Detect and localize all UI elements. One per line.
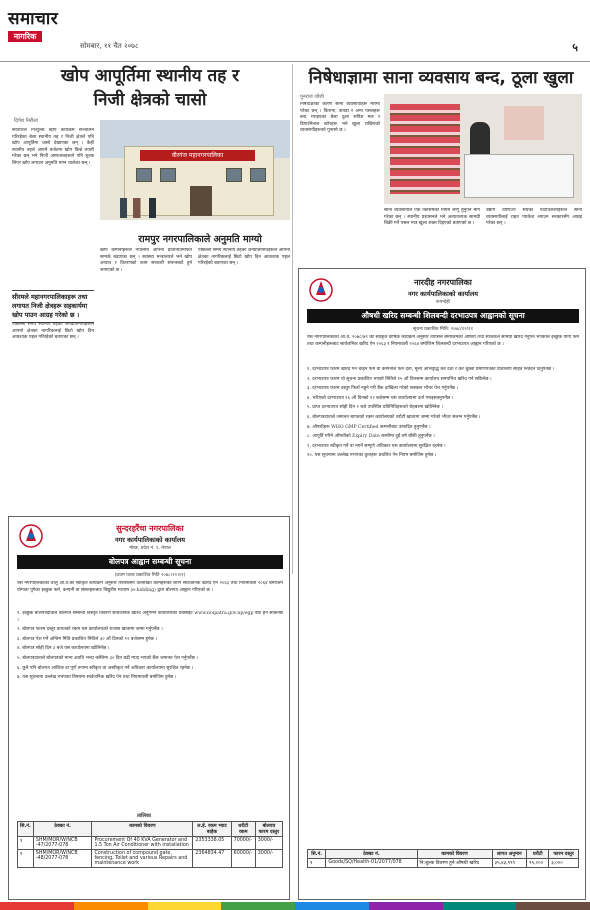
footer-color-segment [74, 902, 148, 910]
notice-clause: २. बोलपत्र फारम दस्तुर वापतको रकम यस कार्यालयको राजस्व खातामा जम्मा गर्नुपर्नेछ । [17, 627, 163, 633]
notice-org: नारदीह नगरपालिका [414, 278, 472, 287]
table-cell: Construction of compound gate, fencing, Toilet and various Repairs and maintenance work [92, 850, 193, 868]
table-header: बोलपत्र फारम दस्तुर [255, 822, 282, 837]
newspaper-logo [8, 6, 72, 42]
pull-quote: सीरमले महानगरपालिकाहरू तथा लगायत निजी क्षेत्रहरू सहकार्यमा खोप पाउन आग्रह गरेको छ । [12, 290, 94, 323]
footer-color-strip [0, 902, 590, 910]
notice-office: नगर कार्यपालिकाको कार्यालय [114, 536, 186, 544]
table-cell: १ [18, 837, 34, 850]
footer-color-segment [221, 902, 295, 910]
table-header: कामको विवरण [92, 822, 193, 837]
notice-intro: यस नगरपालिकाको आ.व. २०७८/७९ को स्वीकृत वार्षिक कार्यक्रम अनुसार तपसिल बमोजिमका औषधी तथा सर्जिकल सामग्री खरिद गर्नुपर्ने भएकोले इच्छुक योग्य फर्म तथा कम्पनीहरूबाट सार्वजनिक खरिद ऐन २०६३ र नियमावली २०६४ बमोजिम शिलबन्दी दरभाउपत्र आह्वान गरिएको छ । [307, 335, 579, 347]
notice-table [307, 849, 579, 868]
municipality-building-photo [100, 120, 290, 220]
notice-org: सुन्दरहरैंचा नगरपालिका [116, 524, 184, 533]
notice-clause: ६. बोलपत्रदाताले जमानत बापतको रकम कार्यालयको धरौटी खातामा जम्मा गरेको भौचर संलग्न गर्नुपर्नेछ । [307, 414, 481, 420]
story-left-body-col1b: पछिल्लो समय स्थानीय तहका जनप्रतिनिधिहरूले आफ्नो क्षेत्रका नागरिकलाई छिटो खोप दिन आवश्यक पहल गरिरहेको बताएका छन् । [12, 322, 94, 341]
footer-color-segment [148, 902, 222, 910]
table-row [18, 850, 283, 868]
notice-intro: यस नगरपालिकाको चालु आ.व.को स्वीकृत कार्यक्रम अनुसार तपसिलमा उल्लेखित कामहरूको लागि सार्वजनिक खरिद ऐन २०६३ तथा नियमावली २०६४ बमोजिम योग्यता पुगेका इच्छुक फर्म, कम्पनी वा संस्थाहरूबाट विद्युतीय माध्यम (e-bidding) द्वारा बोलपत्र आह्वान गरिएको छ । [17, 581, 283, 593]
table-cell: २ [18, 850, 34, 868]
notice-date: (प्रथम पटक प्रकाशित मिति २०७८।१२।११) [114, 573, 186, 578]
table-header: ठेक्का नं. [33, 822, 92, 837]
notice-clause: ५. प्राप्त दरभाउपत्र सोही दिन २ बजे उपस्थित प्रतिनिधिहरूको रोहबरमा खोलिनेछ । [307, 405, 443, 411]
notice-clause: १. इच्छुक बोलपत्रदाताले बोलपत्र सम्बन्धी विस्तृत विवरण सार्वजनिक खरिद अनुगमन कार्यालयको वेबसाइट www.bolpatra.gov.np/egp बाट हेर्न सकिनेछ । [17, 611, 283, 623]
table-header: लागत अनुमान [492, 850, 527, 859]
footer-color-segment [0, 902, 74, 910]
notice-clause: ४. बोलपत्र सोही दिन ३ बजे यस कार्यालयमा खोलिनेछ । [17, 646, 110, 652]
story-left-body-col2: खोप कम्पनीहरूले नेपालमा आफ्ना प्रतिनिधिमार्फत सम्पर्क बढाएका छन् । स्वास्थ्य मन्त्रालयले भने खोप आयात र वितरणको काम सरकारी संयन्त्रबाटै हुने जनाएको छ । [100, 248, 192, 273]
table-header: धरौटी [527, 850, 549, 859]
table-cell: Procurement Of 40 KVA Generator and 1.5 Ton Air Conditioner with installation [92, 837, 193, 850]
notice-clause: २. दरभाउपत्र फारम यो सूचना प्रकाशित भएको मितिले १५ औं दिनसम्म कार्यालय समयभित्र खरिद गर्न सकिनेछ । [307, 376, 492, 382]
notice-address: मोरङ, प्रदेश नं. १, नेपाल [129, 546, 171, 551]
notice-clause: ९. दरभाउपत्र स्वीकृत गर्ने वा नगर्ने सम्पूर्ण अधिकार यस कार्यालयमा सुरक्षित रहनेछ । [307, 443, 446, 449]
table-header: कामको विवरण [417, 850, 492, 859]
table-header: सि.नं. [18, 822, 34, 837]
sub-headline: रामपुर नगरपालिकाले अनुमति माग्यो [138, 234, 262, 245]
table-header: ल.ई. रकम भ्याट बाहेक [193, 822, 231, 837]
footer-color-segment [369, 902, 443, 910]
headline-left: खोप आपूर्तिमा स्थानीय तह र निजी क्षेत्रको चासो [60, 66, 240, 110]
story-right-body-col1: निषेधाज्ञाका कारण साना व्यवसायीहरू मारमा परेका छन् । किराना, कपडा र अन्य पसलहरू बन्द गराइएका बेला ठूला सपिङ मल र डिपार्टमेन्टल स्टोरहरू भने खुला राखिएको व्यवसायीहरूको गुनासो छ । [300, 102, 380, 134]
shop-photo [384, 94, 582, 204]
footer-color-segment [295, 902, 369, 910]
story-right-body-col2: साना व्यवसायीले एकै किसिमको नियम लागू हुनुपर्ने माग गरेका छन् । स्थानीय प्रशासनले भने अत्यावश्यक सामग्री बिक्री गर्ने पसल मात्र खुला राख्न दिइएको बताएको छ । [384, 208, 480, 227]
byline-left: दिपेश निरौला [14, 118, 38, 124]
table-row [308, 859, 579, 868]
notice-clauses [17, 611, 283, 809]
notice-office: नगर कार्यपालिकाको कार्यालय [407, 290, 479, 298]
table-cell: ९५,००० [527, 859, 549, 868]
footer-color-segment [516, 902, 590, 910]
issue-date: सोमबार, ११ चैत २०७८ [80, 42, 139, 50]
notice-clauses [307, 367, 579, 845]
footer-color-segment [443, 902, 517, 910]
table-cell: 2353338.05 [193, 837, 231, 850]
logo-text: समाचार [8, 9, 59, 29]
table-cell: ३५,४३,९९९ [492, 859, 527, 868]
table-cell: १ [308, 859, 326, 868]
story-right-body-col3: उद्योग वाणिज्य संघका पदाधिकारीहरूले साना व्यवसायीलाई राहत प्याकेज ल्याउन सरकारसँग आग्रह गरेका छन् । [486, 208, 582, 227]
notice-clause: ५. बोलपत्रदाताले बोलपत्रको मान्य अवधि भन्दा कम्तिमा ३० दिन बढी म्याद भएको बैंक जमानत पेश गर्नुपर्नेछ । [17, 655, 198, 661]
notice-clause: ४. भरिएको दरभाउपत्र १६ औं दिनको १२ बजेसम्म यस कार्यालयमा दर्ता गराइसक्नुपर्नेछ । [307, 395, 454, 401]
notice-clause: १. दरभाउपत्र फारम खरिद गर्न चाहने फर्म वा कम्पनीले फर्म दर्ता, मूल्य अभिवृद्धि कर दर्ता र कर चुक्ता प्रमाणपत्रको प्रतिलिपि सहित निवेदन दिनुपर्नेछ । [307, 367, 555, 372]
medicine-procurement-notice [298, 268, 586, 900]
tender-notice [8, 516, 290, 900]
table-row [18, 837, 283, 850]
byline-right: पुनराज जोशी [300, 94, 324, 100]
table-cell: 3000/- [255, 837, 282, 850]
table-header: सि.नं. [308, 850, 326, 859]
building-sign: वीरगंज महानगरपालिका [140, 150, 255, 161]
headline-right: निषेधाज्ञामा साना व्यवसाय बन्द, ठूला खुला [308, 68, 574, 88]
table-cell: 2364834.47 [193, 850, 231, 868]
notice-clause: १०. यस सूचनामा उल्लेख नभएका कुराहरू प्रचलित ऐन नियम बमोजिम हुनेछ । [307, 453, 437, 459]
notice-clause: ६. कुनै पनि बोलपत्र आंशिक वा पूर्ण रूपमा स्वीकृत वा अस्वीकृत गर्ने अधिकार कार्यालयमा सुरक्षित रहनेछ । [17, 665, 194, 671]
table-title: तालिका [137, 813, 151, 819]
table-cell: ३,००० [549, 859, 579, 868]
table-header: फारम दस्तुर [549, 850, 579, 859]
notice-title: औषधी खरिद सम्बन्धी शिलबन्दी दरभाउपत्र आह्वानको सूचना [307, 309, 579, 323]
story-left-body-col1: सरकारले निःशुल्क खोप कार्यक्रम सञ्चालन गरिरहेका बेला स्थानीय तह र निजी क्षेत्रले पनि खोप आपूर्तिमा चासो देखाएका छन् । केही स्थानीय तहले आफ्नै बजेटमा खोप किन्ने तयारी गरेका छन् भने निजी अस्पतालहरूले पनि शुल्क लिएर खोप लगाउन अनुमति माग्न थालेका छन् । [12, 128, 94, 166]
masthead [0, 0, 590, 62]
page-number: ५ [572, 41, 578, 54]
table-cell: SHM/MOR/W/NCB -48/2077-078 [33, 850, 92, 868]
table-cell: 60000/- [231, 850, 255, 868]
notice-clause: ८. आपूर्ति गरिने औषधीको Expiry Date कम्तीमा दुई वर्ष बाँकी हुनुपर्नेछ । [307, 434, 435, 440]
table-cell: Goods/SQ/Health-01/2077/078 [326, 859, 417, 868]
table-cell: 70000/- [231, 837, 255, 850]
notice-clause: ३. दरभाउपत्र फारम दस्तुर फिर्ता नहुने गरी बैंक दाखिला गरेको सक्कल भौचर पेश गर्नुपर्नेछ । [307, 386, 459, 392]
table-header: ठेक्का नं. [326, 850, 417, 859]
table-cell: नि:शुल्क वितरण हुने औषधी खरिद [417, 859, 492, 868]
logo-subtext: नागरिक [8, 31, 42, 42]
notice-clause: ७. औषधीहरू WHO GMP Certified कम्पनीबाट उत्पादित हुनुपर्नेछ । [307, 424, 431, 430]
column-divider [292, 64, 293, 574]
notice-date: सूचना प्रकाशित मिति: २०७८/१२/११ [413, 327, 473, 332]
notice-clause: ३. बोलपत्र पेश गर्ने अन्तिम मिति प्रकाशित मितिले ३० औं दिनको १२ बजेसम्म हुनेछ । [17, 636, 157, 642]
table-header: धरौटी रकम [231, 822, 255, 837]
notice-title: बोलपत्र आह्वान सम्बन्धी सूचना [17, 555, 283, 569]
tender-table [17, 821, 283, 868]
notice-address: रूपन्देही [436, 300, 450, 305]
table-cell: 3000/- [255, 850, 282, 868]
notice-clause: ७. यस सूचनामा उल्लेख नभएका विषयमा सार्वजनिक खरिद ऐन तथा नियमावली बमोजिम हुनेछ । [17, 675, 177, 681]
table-cell: SHM/MOR/W/NCB -47/2077-078 [33, 837, 92, 850]
story-left-body-col3: पछिल्लो समय स्थानीय तहका जनप्रतिनिधिहरूले आफ्नो क्षेत्रका नागरिकलाई छिटो खोप दिन आवश्यक पहल गरिरहेको बताएका छन् । [198, 248, 290, 267]
